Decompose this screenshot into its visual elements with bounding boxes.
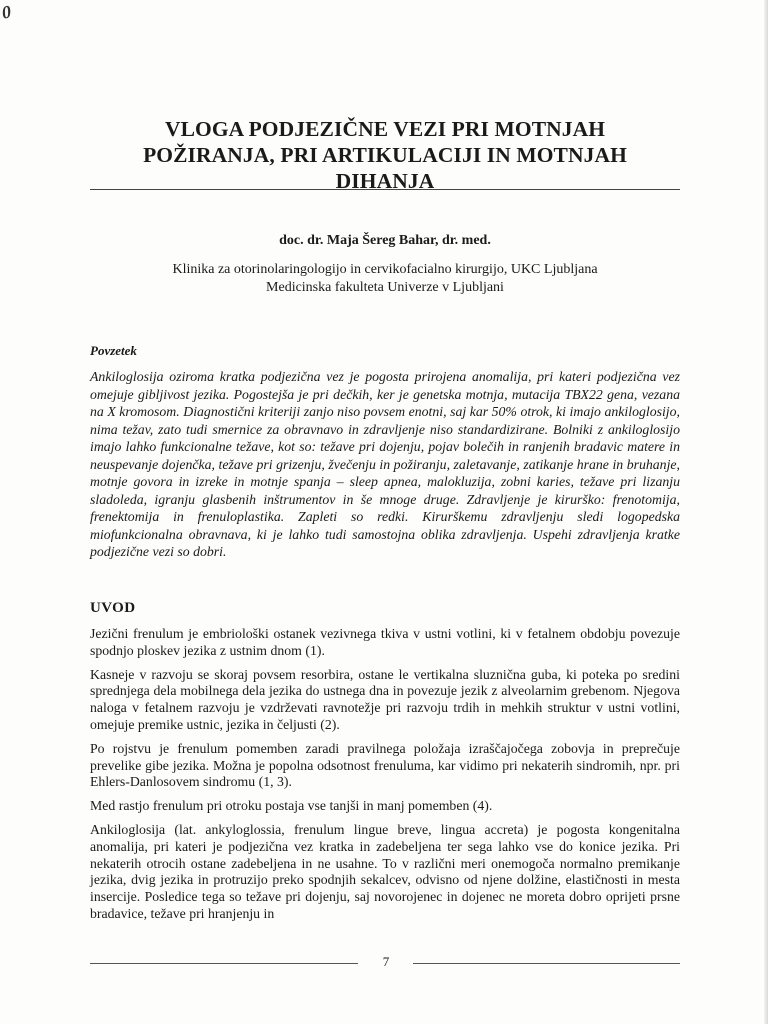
page-number: 7 [382, 954, 390, 969]
title-line-2: POŽIRANJA, PRI ARTIKULACIJI IN MOTNJAH [143, 143, 627, 167]
footer-rule-right [413, 963, 680, 964]
abstract-heading: Povzetek [90, 343, 137, 358]
body-paragraph: Po rojstvu je frenulum pomemben zaradi pravilnega položaja izraščajočega zobovja in preprečuje prevelike gibe jezika. Možna je popolna odsotnost frenuluma, kar vidimo pri nekaterih sindromih, npr. pri Ehlers-Danlosovem sindromu (1, 3). [90, 740, 680, 790]
body-paragraph: Ankiloglosija (lat. ankyloglossia, frenulum lingue breve, lingua accreta) je pogosta kongenitalna anomalija, pri kateri je podjezična vez kratka in zadebeljena ter sega lahko vse do konice jezika. Pri nekaterih otrocih ostane zadebeljena in ne usahne. To v različni meri onemogoča normalno premikanje jezika, dvig jezika in protruzijo preko spodnjih sekalcev, odvisno od njene dolžine, elastičnosti in mesta insercije. Posledice tega so težave pri dojenju, saj novorojenec in dojenec ne moreta dobro oprijeti prsne bradavice, težave pri hranjenju in [90, 821, 680, 921]
abstract-text: Ankiloglosija oziroma kratka podjezična vez je pogosta prirojena anomalija, pri kateri podjezična vez omejuje gibljivost jezika. Pogostejša je pri dečkih, ker je genetska motnja, mutacija TBX22 gena, vezana na X kromosom. Diagnostični kriteriji zanjo niso povsem enotni, saj kar 50% otrok, ki imajo ankiloglosijo, nima težav, zato tudi smernice za obravnavo in zdravljenje niso standardizirane. Bolniki z ankiloglosijo imajo lahko funkcionalne težave, kot so: težave pri dojenju, pojav bolečih in ranjenih bradavic matere in neuspevanje dojenčka, težave pri grizenju, žvečenju in požiranju, zaletavanje, zatikanje hrane in bruhanje, motnje govora in izreke in motnje spanja – sleep apnea, malokluzija, zobni karies, težave pri lizanju sladoleda, igranju glasbenih inštrumentov in še mnoge druge. Zdravljenje je kirurško: frenotomija, frenektomija in frenuloplastika. Zapleti so redki. Kirurškemu zdravljenju sledi logopedska miofunkcionalna obravnava, ki je lahko tudi samostojna oblika zdravljenja. Uspehi zdravljenja kratke podjezične vezi so dobri. [90, 369, 680, 559]
corner-mark: 0 [0, 1, 13, 23]
page-edge-shadow [764, 0, 768, 1024]
affiliation [90, 261, 680, 297]
author-name: doc. dr. Maja Šereg Bahar, dr. med. [279, 233, 491, 248]
title-divider [90, 189, 680, 190]
body-paragraph: Kasneje v razvoju se skoraj povsem resorbira, ostane le vertikalna sluznična guba, ki poteka po sredini sprednjega dela mobilnega dela jezika do ustnega dna in povezuje jezik z alveolarnim grebenom. Njegova naloga v fetalnem razvoju je vzdrževati ravnotežje pri razvoju trdih in mehkih struktur v ustni votlini, omejuje premike ustnic, jezika in čeljusti (2). [90, 666, 680, 732]
footer-rule-left [90, 963, 358, 964]
affiliation-line-1: Klinika za otorinolaringologijo in cervikofacialno kirurgijo, UKC Ljubljana [172, 262, 598, 277]
body-paragraph: Jezični frenulum je embriološki ostanek vezivnega tkiva v ustni votlini, ki v fetalnem obdobju povezuje spodnjo ploskev jezika z ustnim dnom (1). [90, 626, 680, 658]
body-paragraph: Med rastjo frenulum pri otroku postaja vse tanjši in manj pomemben (4). [90, 798, 493, 814]
section-heading-uvod: UVOD [90, 600, 136, 616]
section-body [90, 626, 680, 930]
title-line-1: VLOGA PODJEZIČNE VEZI PRI MOTNJAH [164, 117, 606, 141]
affiliation-line-2: Medicinska fakulteta Univerze v Ljubljani [266, 280, 504, 295]
paper-title [90, 116, 680, 194]
title-line-3: DIHANJA [335, 169, 435, 193]
